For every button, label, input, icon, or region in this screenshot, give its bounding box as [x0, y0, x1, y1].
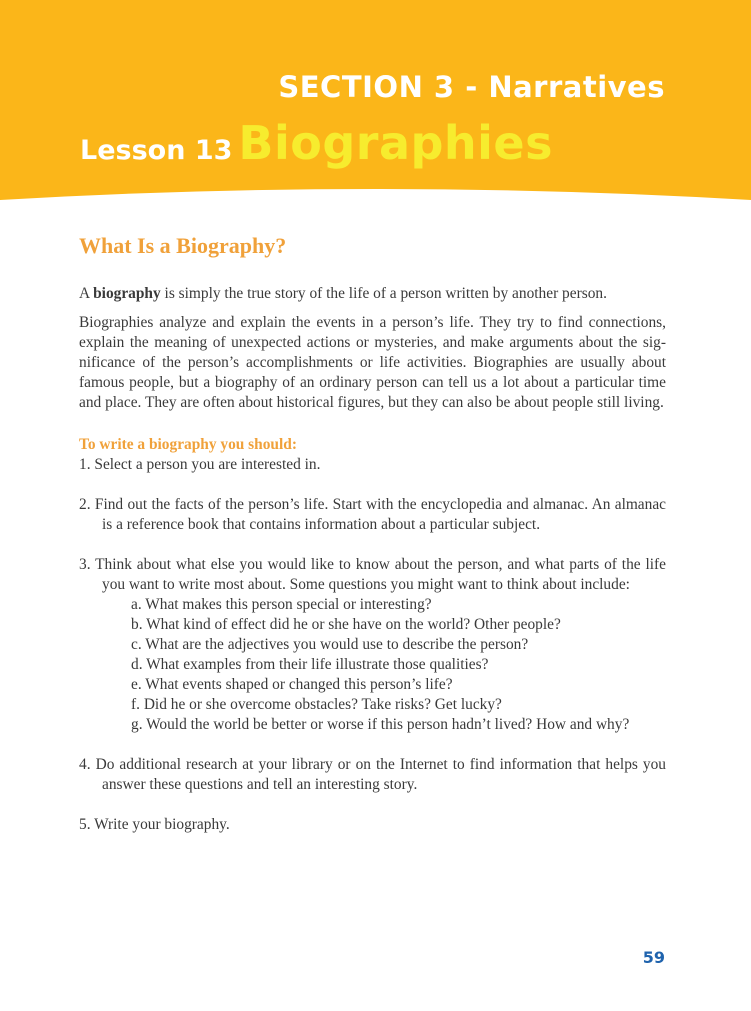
step-text: 3. Think about what else you would like to know about the person, and what parts of the life you want to write most about. Some questions you might want to think about include: [79, 556, 666, 593]
main-content [79, 232, 666, 835]
section-title: SECTION 3 - Narratives [278, 70, 665, 104]
intro-text-before: A [79, 285, 94, 302]
intro-paragraph [79, 284, 666, 304]
step-item [79, 455, 666, 475]
intro-text-after: is simply the true story of the life of a person written by another person. [160, 285, 607, 302]
question-item: d. What examples from their life illustrate those qualities? [131, 656, 489, 673]
step-item [79, 495, 666, 535]
step-text: 4. Do additional research at your library or on the Internet to find information that helps you answer these questions and tell an interesting story. [79, 756, 666, 793]
question-item: f. Did he or she overcome obstacles? Take risks? Get lucky? [131, 696, 502, 713]
step-text: 2. Find out the facts of the person’s life. Start with the encyclopedia and almanac. An almanac is a reference book that contains information about a particular subject. [79, 496, 666, 533]
lesson-title-line [80, 116, 553, 170]
body-paragraph: Biographies analyze and explain the events in a person’s life. They try to find connections, explain the meaning of unexpected actions or mysteries, and make arguments about the sig-nificance of the person’s accomplishments or life activities. Biographies are usually about famous people, but a biography of an ordinary person can tell us a lot about a particular time and place. They are often about historical figures, but they can also be about people still living. [79, 314, 666, 411]
question-item: g. Would the world be better or worse if this person hadn’t lived? How and why? [131, 716, 630, 733]
question-item: b. What kind of effect did he or she have on the world? Other people? [131, 616, 561, 633]
steps-heading: To write a biography you should: [79, 436, 297, 453]
step-text: 5. Write your biography. [79, 816, 230, 833]
steps-list [79, 455, 666, 835]
step-item [79, 755, 666, 795]
questions-list [102, 595, 666, 735]
intro-bold-term: biography [93, 285, 161, 302]
step-item [79, 555, 666, 735]
page-number: 59 [642, 948, 665, 967]
lesson-label: Lesson 13 [80, 135, 233, 166]
step-text: 1. Select a person you are interested in. [79, 456, 321, 473]
step-item [79, 815, 666, 835]
lesson-title: Biographies [238, 116, 554, 170]
question-item: c. What are the adjectives you would use to describe the person? [131, 636, 529, 653]
question-item: e. What events shaped or changed this person’s life? [131, 676, 453, 693]
section-heading: What Is a Biography? [79, 233, 287, 258]
question-item: a. What makes this person special or interesting? [131, 596, 432, 613]
